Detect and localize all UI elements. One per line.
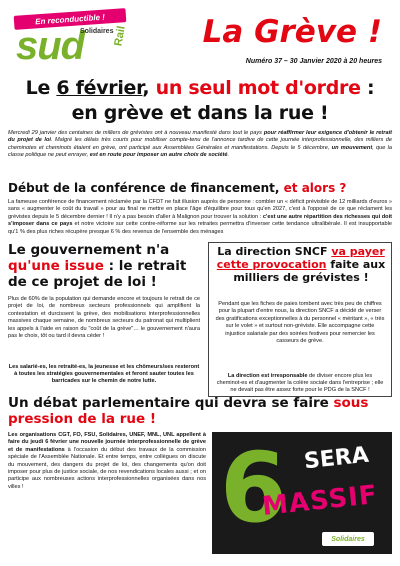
intro-paragraph xyxy=(8,130,392,160)
paragraph-text: La fameuse conférence de financement réclamée par la CFDT ne fait illusion auprès de personne : combler un « déficit prévisible de 12 milliards d'euros » sans « augmenter le coût du travail » pour au final ne mettre en place l'âge d'équilibre pour tous qu'en 2027, c'est à l'opposé de ce que réclament les grévistes depuis le 5 décembre dernier ! Il n'y a pas besoin d'aller à Malignon pour trouver la solution : xyxy=(8,199,392,220)
headline-red: un seul mot d'ordre xyxy=(155,77,361,99)
issue-number: Numéro 37 – 30 Janvier 2020 à 20 heures xyxy=(245,58,382,65)
headline-line2: en grève et dans la rue ! xyxy=(71,102,329,124)
sud-rail-logo xyxy=(6,8,136,72)
paragraph-text: et notre victoire sur cette contre-réforme sur les retraites permettra d'inverser cette tendance ultralibérale. Il est insupportable qu'1 % des plus riches récupère presque 6 % des revenus de l'ensemble des ménages xyxy=(8,221,392,235)
section-gouvernement-bold: Les salarié-es, les retraité-es, la jeunesse et les chômeurs/ses resteront à toutes les stratégies gouvernementales et feront sauter toutes les barricades sur le chemin de notre lutte. xyxy=(8,364,200,384)
paragraph-bold: c'est une autre répartition des richesses qui doit s'imposer dans ce pays xyxy=(8,213,393,228)
paragraph-bold: Les organisations CGT, FO, FSU, Solidaires, UNEF, MNL, UNL appellent à faire du jeudi 6 février une nouvelle journée interprofessionnelle de grève et de manifestations xyxy=(8,432,206,453)
poster-six: 6 xyxy=(220,432,287,544)
box-title-red: va payer cette provocation xyxy=(216,245,385,271)
poster-solidaires-logo: Solidaires xyxy=(322,532,374,546)
intro-bold: est en route pour imposer un autre choix de société xyxy=(89,152,228,159)
section-title-text: : le retrait de ce projet de loi ! xyxy=(8,258,187,290)
intro-text: . Malgré les délais très courts pour mobiliser compte-tenu de l'annonce tardive de cette journée interprofessionnelle, des milliers de cheminotes et cheminots étaient en grève, ont participé aux Assemblées Générales et manifestations. Depuis le 5 décembre, xyxy=(8,137,392,151)
logo-sud-text: sud xyxy=(16,24,85,68)
sncf-box-paragraph2 xyxy=(215,373,385,395)
section-title-red: et alors ? xyxy=(283,181,347,195)
section-conference-title xyxy=(8,181,346,195)
section-title-text: Le gouvernement n'a xyxy=(8,242,170,258)
section-gouvernement-title xyxy=(8,242,198,290)
sncf-box-paragraph: Pendant que les fiches de paies tombent avec très peu de chiffres pour la plupart d'entre nous, la direction SNCF a décidé de verser des gratifications exceptionnelles à du personnel « méritant », « très sur le volet » et surtout non-gréviste. Elle accompagne cette injustice salariale par des soirées festives pour remercier les casseurs de grève. xyxy=(215,301,385,345)
poster-sera: SERA xyxy=(302,442,370,475)
intro-text: Mercredi 29 janvier des centaines de milliers de grévistes ont à nouveau manifesté dans tout le pays xyxy=(8,130,264,136)
section-title-text: , xyxy=(274,181,284,195)
headline-part: , xyxy=(142,77,156,99)
six-sera-massif-poster xyxy=(212,432,392,554)
paragraph-text: à l'occasion du début des travaux de la commission spéciale de l'Assemblée Nationale. Et entre temps, entre collègues on discute du mouvement, des dangers du projet de loi, des changements qu'on doit imposer pour plus de justice sociale, de nos revendications locales aussi ; et on participe aux nombreuses actions interprofessionnelles organisées dans nos villes ! xyxy=(8,446,206,490)
headline-line1 xyxy=(6,76,394,101)
section-gouvernement-paragraph: Plus de 60% de la population qui demande encore et toujours le retrait de ce projet de loi, de nombreux secteurs professionnels qui amplifient la contestation et durcissent la grève, des mobilisations interprofessionnelles massives chaque semaine, de nombreux secteurs du patronat qui multiplient les appels à l'aide en raison du "coût de la grève"… le gouvernement n'aura pas le choix, tôt ou tard il devra céder ! xyxy=(8,296,200,340)
section-title-text: Début de la conférence de financement xyxy=(8,181,275,195)
sncf-box xyxy=(208,242,392,397)
section-debat-title xyxy=(8,395,392,427)
logo-solidaires-text: Solidaires xyxy=(80,28,114,35)
section-title-red: qu'une issue xyxy=(8,258,104,274)
logo-band: En reconductible ! xyxy=(14,8,127,30)
logo-rail-text: Rail xyxy=(112,25,128,47)
page-title: La Grève ! xyxy=(202,14,382,50)
box-bold: La direction est irresponsable xyxy=(227,373,308,379)
section-title-red: sous pression de la rue ! xyxy=(8,395,369,427)
sncf-box-title xyxy=(209,245,393,284)
section-title-text: Un débat parlementaire qui devra se faire xyxy=(8,395,334,411)
intro-text: , que la classe politique ne peut enrayer, xyxy=(8,144,392,159)
box-title-text: La direction SNCF xyxy=(217,245,332,258)
headline-part: : xyxy=(360,77,375,99)
section-debat-paragraph xyxy=(8,432,206,491)
intro-bold: pour réaffirmer leur exigence d'obtenir le retrait du projet de loi xyxy=(8,130,392,144)
box-text: de diviser encore plus les cheminot-es et d'augmenter la colère sociale dans l'entreprise ; elle ne devait pas être assez forte pour le PDG de la SNCF ! xyxy=(216,373,384,394)
headline-date: 6 février xyxy=(56,77,143,99)
intro-text: . xyxy=(227,152,230,159)
box-title-text: faite aux milliers de grévistes ! xyxy=(233,258,386,284)
main-headline xyxy=(6,76,394,126)
section-conference-paragraph xyxy=(8,199,392,236)
intro-bold: un mouvement xyxy=(331,144,373,151)
poster-massif: MASSIF xyxy=(260,480,379,522)
headline-part: Le xyxy=(25,77,57,99)
